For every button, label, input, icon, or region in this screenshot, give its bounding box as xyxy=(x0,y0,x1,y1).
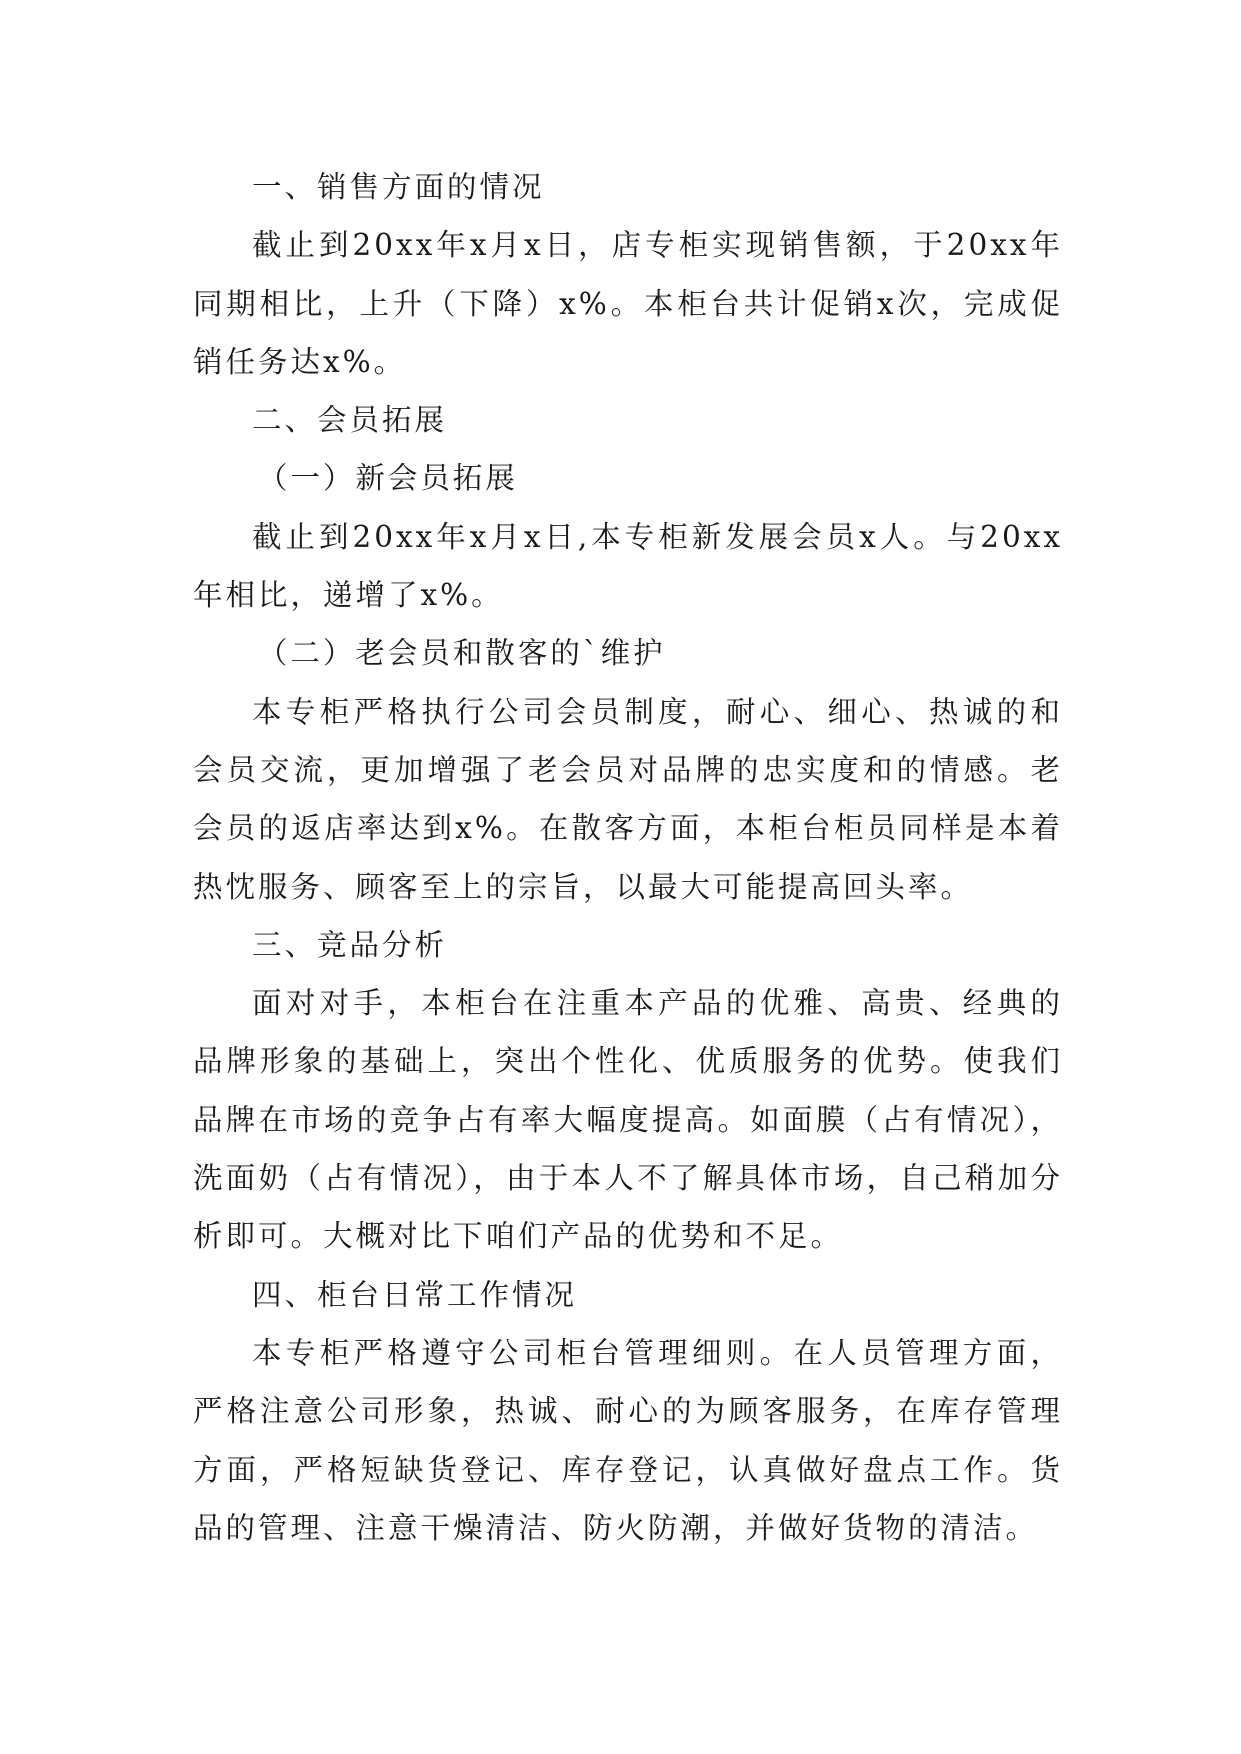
paragraph-old-members: 本专柜严格执行公司会员制度，耐心、细心、热诚的和会员交流，更加增强了老会员对品牌的忠实度和的情感。老会员的返店率达到x%。在散客方面，本柜台柜员同样是本着热忱服务、顾客至上的宗旨，以最大可能提高回头率。 xyxy=(193,694,1063,904)
paragraph-sales: 截止到20xx年x月x日，店专柜实现销售额，于20xx年同期相比，上升（下降）x%。本柜台共计促销x次，完成促销任务达x%。 xyxy=(193,228,1063,379)
subheading-new-members: （一）新会员拓展 xyxy=(257,461,518,496)
section-heading-daily-work: 四、柜台日常工作情况 xyxy=(252,1277,578,1312)
paragraph-daily-work: 本专柜严格遵守公司柜台管理细则。在人员管理方面，严格注意公司形象，热诚、耐心的为顾客服务，在库存管理方面，严格短缺货登记、库存登记，认真做好盘点工作。货品的管理、注意干燥清洁、防火防潮，并做好货物的清洁。 xyxy=(193,1335,1063,1545)
paragraph-new-members: 截止到20xx年x月x日,本专柜新发展会员x人。与20xx年相比，递增了x%。 xyxy=(193,519,1063,613)
section-heading-sales: 一、销售方面的情况 xyxy=(252,170,545,204)
paragraph-competition: 面对对手，本柜台在注重本产品的优雅、高贵、经典的品牌形象的基础上，突出个性化、优质服务的优势。使我们品牌在市场的竞争占有率大幅度提高。如面膜（占有情况），洗面奶（占有情况），由于本人不了解具体市场，自己稍加分析即可。大概对比下咱们产品的优势和不足。 xyxy=(193,986,1063,1254)
section-heading-competition: 三、竞品分析 xyxy=(252,927,448,962)
subheading-old-members: （二）老会员和散客的`维护 xyxy=(257,636,666,671)
document-body xyxy=(193,158,1063,1557)
section-heading-membership: 二、会员拓展 xyxy=(252,403,448,438)
